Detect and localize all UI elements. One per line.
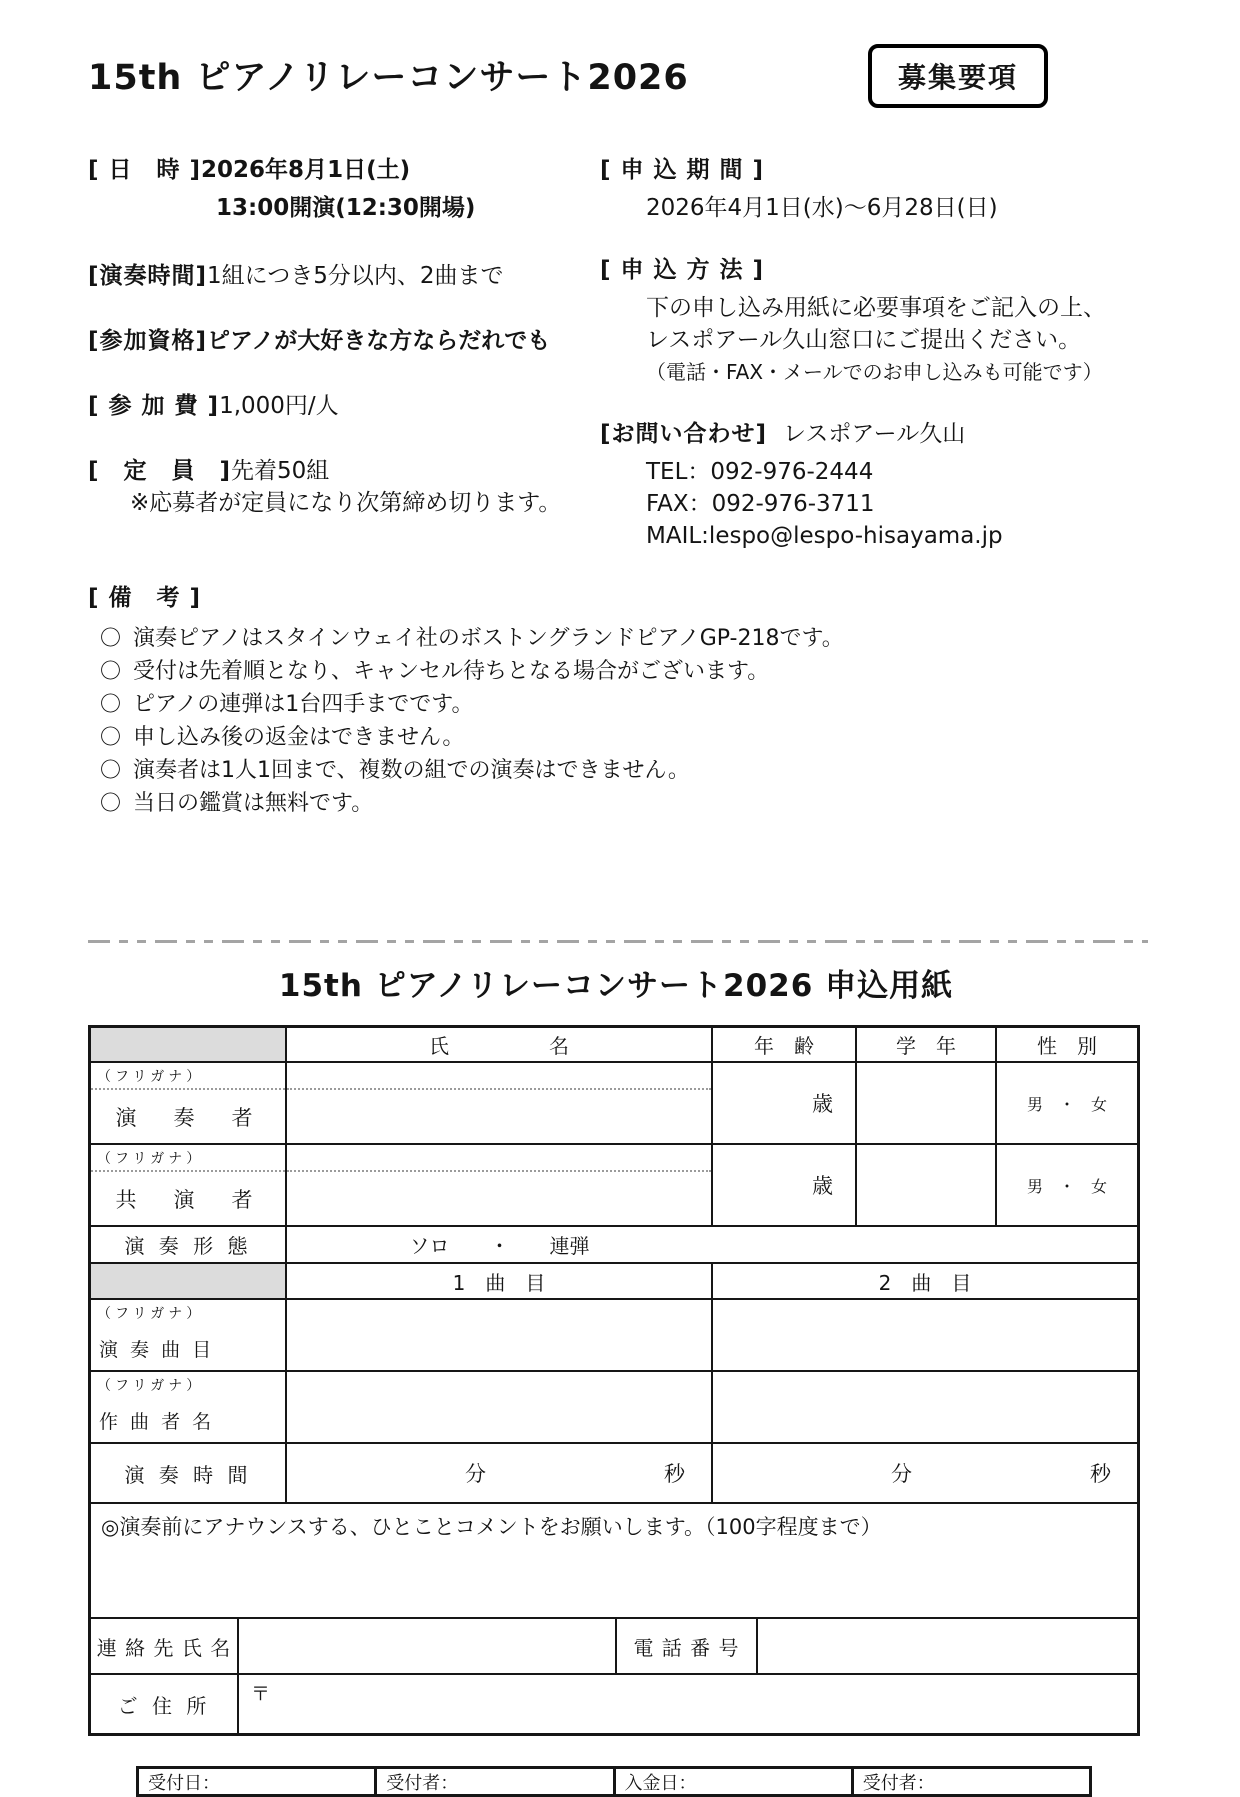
- received-date-cell: 受付日：: [148, 1772, 220, 1794]
- received-by-cell: 受付者：: [374, 1769, 612, 1794]
- duration-value: 1組につき5分以内、2曲まで: [207, 263, 504, 289]
- form-header-row: [91, 1028, 1137, 1061]
- address-field: [237, 1675, 1137, 1733]
- address-row: [91, 1673, 1137, 1733]
- payment-date-cell: 入金日：: [613, 1769, 851, 1794]
- comment-row: [91, 1502, 1137, 1617]
- performer-label: 演 奏 者: [115, 1105, 261, 1130]
- song1-header: 1 曲 目: [285, 1264, 711, 1298]
- eligibility-label: [参加資格]: [88, 328, 208, 354]
- notes-section: [88, 582, 1144, 820]
- header-name: 氏 名: [285, 1028, 711, 1061]
- circle-bullet-icon: 〇: [100, 692, 121, 716]
- eligibility-value: ピアノが大好きな方ならだれでも: [207, 328, 551, 354]
- furigana-caption: （フリガナ）: [97, 1378, 205, 1394]
- coperformer-grade-field: [855, 1145, 995, 1225]
- note-text: 演奏者は1人1回まで、複数の組での演奏はできません。: [133, 758, 690, 783]
- circle-bullet-icon: 〇: [100, 626, 121, 650]
- performer-name-blank: [287, 1090, 711, 1143]
- form-title: 15th ピアノリレーコンサート2026 申込用紙: [278, 968, 954, 1004]
- song2-title-field: [711, 1300, 1137, 1370]
- contact-fax: FAX：092-976-3711: [646, 491, 875, 517]
- header-grade: 学 年: [855, 1028, 995, 1061]
- composer1-field: [285, 1372, 711, 1442]
- header-blank-cell: [91, 1028, 285, 1061]
- method-label: [ 申 込 方 法 ]: [600, 257, 765, 283]
- application-form-table: [88, 1025, 1140, 1736]
- circle-bullet-icon: 〇: [100, 791, 121, 815]
- date-row: [88, 154, 600, 186]
- capacity-row: [88, 455, 600, 487]
- performer-furigana-field: [287, 1063, 711, 1090]
- coperformer-name-field: [285, 1145, 711, 1225]
- note-text: 当日の鑑賞は無料です。: [133, 791, 374, 816]
- phone-field: [756, 1619, 1137, 1673]
- circle-bullet-icon: 〇: [100, 725, 121, 749]
- song-label: 演 奏 曲 目: [99, 1338, 215, 1361]
- furigana-caption: （フリガナ）: [91, 1145, 285, 1172]
- note-item: [88, 622, 1144, 655]
- style-label: 演 奏 形 態: [124, 1234, 252, 1258]
- method-line-3: （電話・FAX・メールでのお申し込みも可能です）: [646, 360, 1103, 384]
- song1-time-field: [285, 1444, 711, 1502]
- composer-label: 作 曲 者 名: [99, 1410, 215, 1433]
- cut-line-divider: [88, 940, 1148, 943]
- recruitment-badge: 募集要項: [868, 44, 1048, 108]
- fee-row: [88, 390, 600, 422]
- contact-name-label: 連 絡 先 氏 名: [96, 1635, 232, 1660]
- capacity-note: ※応募者が定員になり次第締め切ります。: [130, 490, 562, 516]
- postal-mark: 〒: [251, 1683, 271, 1705]
- period-value: 2026年4月1日(水)～6月28日(日): [646, 195, 998, 221]
- info-left-column: [88, 154, 600, 552]
- composer-label-cell: [91, 1372, 285, 1442]
- age-unit: 歳: [812, 1092, 833, 1116]
- circle-bullet-icon: 〇: [100, 659, 121, 683]
- contact-row: [91, 1617, 1137, 1673]
- style-options-cell: [285, 1227, 1137, 1262]
- note-item: [88, 787, 1144, 820]
- second-unit: 秒: [664, 1462, 685, 1486]
- note-text: ピアノの連弾は1台四手までです。: [133, 692, 474, 717]
- performer-gender-field: 男 ・ 女: [995, 1063, 1137, 1143]
- coperformer-gender-field: 男 ・ 女: [995, 1145, 1137, 1225]
- style-row: [91, 1225, 1137, 1262]
- composer2-field: [711, 1372, 1137, 1442]
- method-line-2: レスポアール久山窓口にご提出ください。: [646, 327, 1082, 353]
- coperformer-label: 共 演 者: [115, 1187, 261, 1212]
- note-item: [88, 754, 1144, 787]
- song2-time-field: [711, 1444, 1137, 1502]
- fee-label: [ 参 加 費 ]: [88, 393, 220, 419]
- time-row: [91, 1442, 1137, 1502]
- notes-label: [ 備 考 ]: [88, 585, 202, 611]
- period-label: [ 申 込 期 間 ]: [600, 157, 765, 183]
- song-label-cell: [91, 1300, 285, 1370]
- song2-header: 2 曲 目: [711, 1264, 1137, 1298]
- performer-name-field: [285, 1063, 711, 1143]
- office-use-table: [136, 1766, 1092, 1797]
- coperformer-row: [91, 1143, 1137, 1225]
- date-value2: 13:00開演(12:30開場): [216, 195, 476, 221]
- coperformer-label-cell: [91, 1145, 285, 1225]
- age-unit: 歳: [812, 1174, 833, 1198]
- eligibility-row: [88, 325, 600, 357]
- capacity-value: 先着50組: [231, 458, 330, 484]
- note-text: 受付は先着順となり、キャンセル待ちとなる場合がございます。: [133, 659, 770, 684]
- furigana-caption: （フリガナ）: [97, 1306, 205, 1322]
- note-text: 申し込み後の返金はできません。: [133, 725, 465, 750]
- page-title: 15th ピアノリレーコンサート2026: [88, 58, 689, 98]
- coperformer-age-field: [711, 1145, 855, 1225]
- duration-label: [演奏時間]: [88, 263, 208, 289]
- note-text: 演奏ピアノはスタインウェイ社のボストングランドピアノGP-218です。: [133, 626, 844, 651]
- note-item: [88, 688, 1144, 721]
- composer-row: [91, 1370, 1137, 1442]
- coperformer-name-blank: [287, 1172, 711, 1225]
- note-item: [88, 655, 1144, 688]
- capacity-label: [ 定 員 ]: [88, 458, 232, 484]
- phone-label: 電 話 番 号: [615, 1619, 756, 1673]
- performer-grade-field: [855, 1063, 995, 1143]
- performer-age-field: [711, 1063, 855, 1143]
- comment-field: ◎演奏前にアナウンスする、ひとことコメントをお願いします。（100字程度まで）: [101, 1515, 882, 1539]
- contact-name: レスポアール久山: [783, 421, 966, 447]
- date-value: 2026年8月1日(土): [201, 157, 411, 183]
- fee-value: 1,000円/人: [219, 393, 339, 419]
- time-label: 演 奏 時 間: [124, 1462, 252, 1487]
- info-section: [88, 154, 1144, 552]
- info-right-column: [600, 154, 1144, 552]
- minute-unit: 分: [891, 1462, 912, 1486]
- header: [88, 44, 1144, 108]
- header-gender: 性 別: [995, 1028, 1137, 1061]
- circle-bullet-icon: 〇: [100, 758, 121, 782]
- notes-list: [88, 622, 1144, 820]
- contact-label: [お問い合わせ]: [600, 421, 768, 447]
- performer-label-cell: [91, 1063, 285, 1143]
- coperformer-furigana-field: [287, 1145, 711, 1172]
- minute-unit: 分: [465, 1462, 486, 1486]
- performer-row: [91, 1061, 1137, 1143]
- second-unit: 秒: [1090, 1462, 1111, 1486]
- contact-name-field: [237, 1619, 615, 1673]
- furigana-caption: （フリガナ）: [91, 1063, 285, 1090]
- note-item: [88, 721, 1144, 754]
- contact-row: [600, 418, 1144, 450]
- style-options: ソロ ・ 連弾: [409, 1234, 590, 1258]
- address-label: ご 住 所: [117, 1693, 211, 1718]
- date-label: [ 日 時 ]: [88, 157, 202, 183]
- received-by-cell-2: 受付者：: [851, 1769, 1089, 1794]
- duration-row: [88, 260, 600, 292]
- contact-tel: TEL：092-976-2444: [646, 459, 874, 485]
- header-age: 年 齢: [711, 1028, 855, 1061]
- method-line-1: 下の申し込み用紙に必要事項をご記入の上、: [646, 295, 1106, 321]
- song-title-row: [91, 1298, 1137, 1370]
- song1-title-field: [285, 1300, 711, 1370]
- contact-mail: MAIL:lespo@lespo-hisayama.jp: [646, 523, 1003, 549]
- song-header-blank-cell: [91, 1264, 285, 1298]
- song-header-row: [91, 1262, 1137, 1298]
